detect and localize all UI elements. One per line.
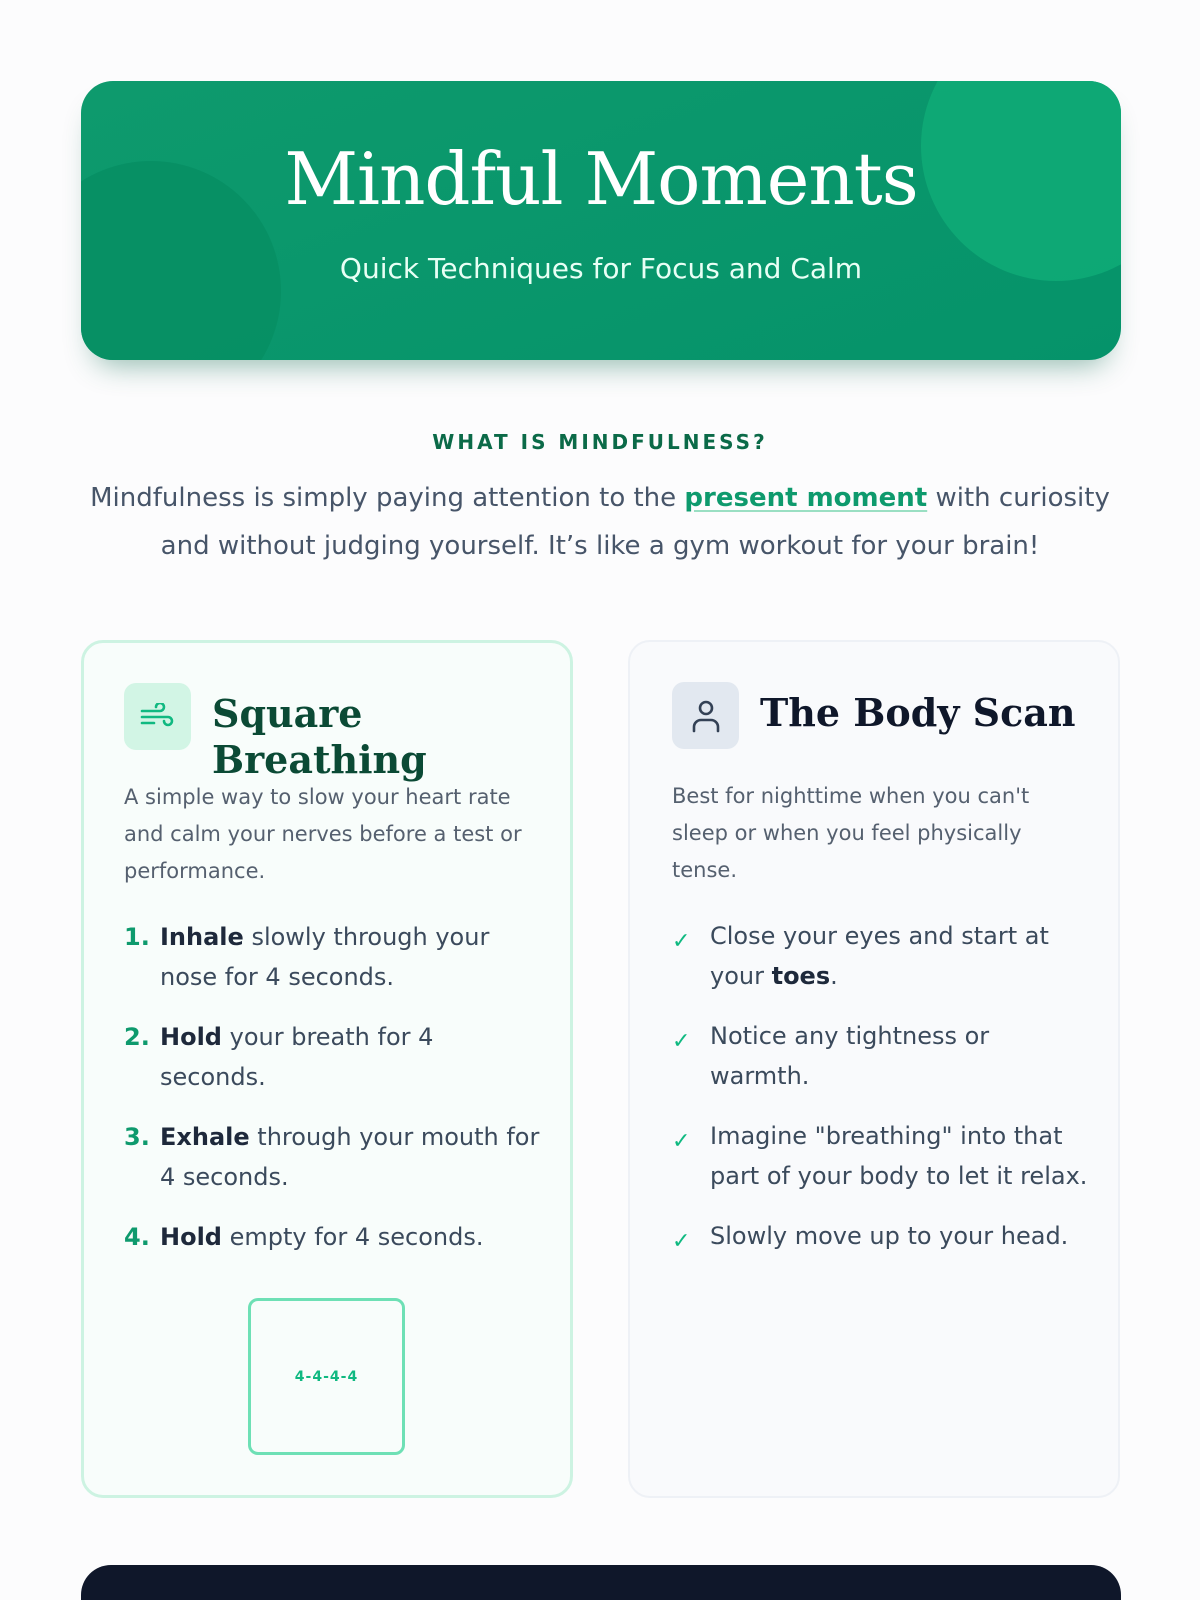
step-number: 1. [124,923,150,951]
list-item [124,917,544,997]
list-item [124,1117,544,1197]
list-item [672,1016,1092,1096]
dark-section-panel [81,1565,1121,1600]
card-description: Best for nighttime when you can't sleep or when you feel physically tense. [672,784,1030,882]
card-title: The Body Scan [760,690,1076,735]
check-icon: ✓ [672,1129,691,1154]
list-item [124,1217,544,1257]
step-number: 3. [124,1123,150,1151]
section-heading: WHAT IS MINDFULNESS? [432,430,768,454]
step-text: slowly through your nose for 4 seconds. [160,923,490,991]
list-item [124,1017,544,1097]
person-icon [672,682,739,749]
step-action: Exhale [160,1123,250,1151]
item-text: Imagine "breathing" into that part of your body to let it relax. [710,1122,1088,1190]
intro-paragraph [80,474,1120,570]
card-title: Square Breathing [212,691,427,782]
step-text: your breath for 4 seconds. [160,1023,434,1091]
list-item [672,1116,1092,1196]
intro-text-start: Mindfulness is simply paying attention to the [90,483,685,513]
step-number: 2. [124,1023,150,1051]
breathing-box-label: 4-4-4-4 [294,1368,359,1385]
breathing-steps [124,917,544,1277]
hero-banner [81,81,1121,360]
breathing-box-visual [248,1298,405,1455]
item-text: Slowly move up to your head. [710,1222,1069,1250]
step-action: Hold [160,1223,222,1251]
item-text: Close your eyes and start at your [710,922,1049,990]
check-icon: ✓ [672,929,691,954]
step-action: Hold [160,1023,222,1051]
step-action: Inhale [160,923,244,951]
intro-text-end: with curiosity and without judging yourself. It’s like a gym workout for your brain! [160,483,1110,561]
item-emphasis: toes [771,962,831,990]
page-title: Mindful Moments [284,137,918,221]
list-item [672,1216,1092,1256]
step-text: empty for 4 seconds. [221,1223,484,1251]
page-subtitle: Quick Techniques for Focus and Calm [339,252,863,285]
check-icon: ✓ [672,1029,691,1054]
wind-icon [124,683,191,750]
check-icon: ✓ [672,1229,691,1254]
square-breathing-card [81,640,573,1498]
highlight-link: present moment [684,483,928,513]
card-description: A simple way to slow your heart rate and calm your nerves before a test or performance. [124,785,522,883]
body-scan-steps [672,916,1092,1276]
item-text: Notice any tightness or warmth. [710,1022,990,1090]
item-text-end: . [830,962,838,990]
body-scan-card [628,640,1120,1498]
list-item [672,916,1092,996]
step-text: through your mouth for 4 seconds. [160,1123,540,1191]
step-number: 4. [124,1223,150,1251]
